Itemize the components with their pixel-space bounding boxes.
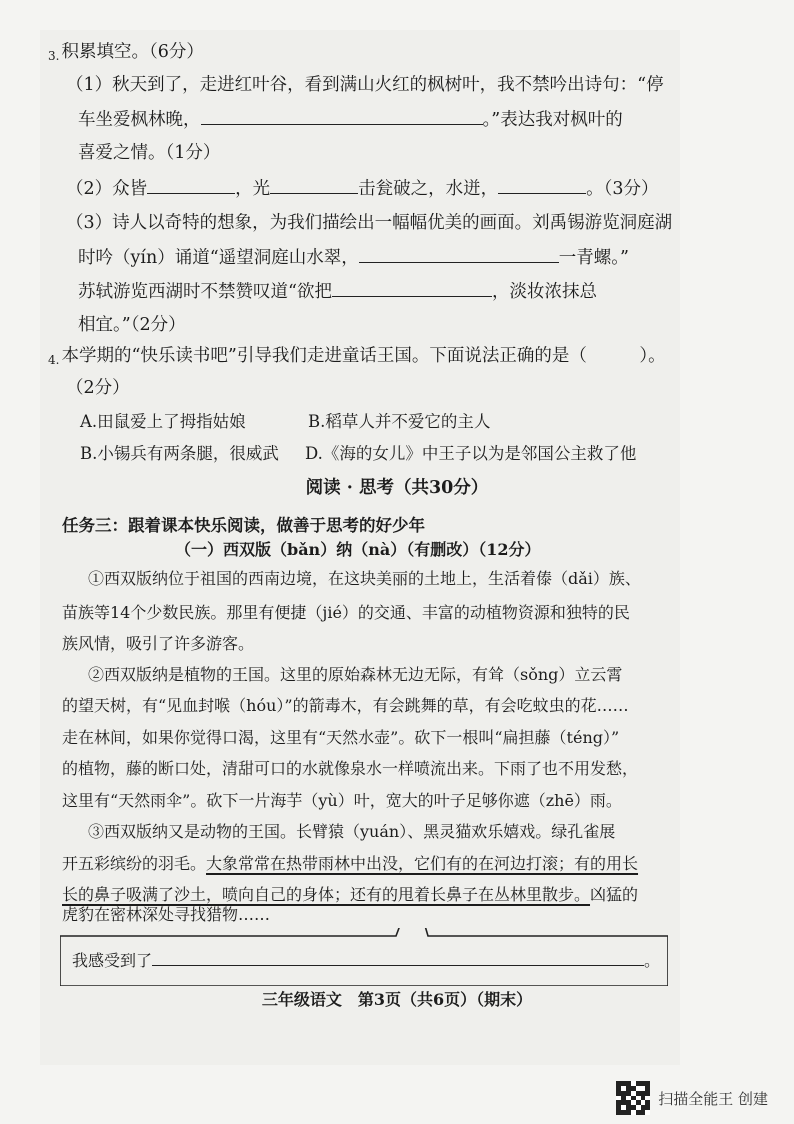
q3-blank-3[interactable]	[270, 176, 358, 194]
q4-option-d[interactable]: D.《海的女儿》中王子以为是邻国公主救了他	[305, 444, 637, 463]
para1-line2: 苗族等14个少数民族。那里有便捷（jié）的交通、丰富的动植物资源和独特的民	[62, 603, 630, 622]
q3-blank-2[interactable]	[147, 176, 235, 194]
scanner-watermark	[616, 1081, 768, 1115]
task3-title: 任务三：跟着课本快乐阅读，做善于思考的好少年	[62, 516, 425, 535]
q4-option-a[interactable]: A.田鼠爱上了拇指姑娘	[80, 412, 246, 431]
q4-option-c[interactable]: B.小锡兵有两条腿，很威武	[80, 444, 279, 463]
q3-blank-5[interactable]	[359, 245, 559, 263]
q3-blank-4[interactable]	[498, 176, 586, 194]
q3-p2: （2）众皆 ，光 击瓮破之，水迸， 。（3分）	[66, 176, 659, 201]
page-footer: 三年级语文 第3页（共6页）（期末）	[261, 990, 533, 1009]
q3-p1-line1: （1）秋天到了，走进红叶谷，看到满山火红的枫树叶，我不禁吟出诗句：“停	[66, 75, 664, 95]
para2-line5: 这里有“天然雨伞”。砍下一片海芋（yù）叶，宽大的叶子足够你遮（zhē）雨。	[62, 791, 622, 810]
watermark-text: 扫描全能王 创建	[658, 1089, 768, 1108]
para3-line4: 虎豹在密林深处寻找猎物……	[62, 905, 271, 924]
q4-option-b[interactable]: B.稻草人并不爱它的主人	[308, 412, 491, 431]
underlined-sentence-part2: 长的鼻子吸满了沙土，喷向自己的身体；还有的甩着长鼻子在丛林里散步。	[62, 885, 591, 904]
para2-line4: 的植物，藤的断口处，清甜可口的水就像泉水一样喷流出来。下雨了也不用发愁，	[62, 759, 639, 778]
q3-blank-6[interactable]	[332, 279, 492, 297]
para1-line1: ①西双版纳位于祖国的西南边境，在这块美丽的土地上，生活着傣（dǎi）族、	[88, 569, 641, 588]
q3-blank-1[interactable]	[201, 107, 483, 125]
para3-line2: 开五彩缤纷的羽毛。大象常常在热带雨林中出没，它们有的在河边打滚；有的用长	[62, 854, 639, 873]
q3-title: 3. 积累填空。（6分）	[48, 42, 204, 63]
q3-p3-line3: 苏轼游览西湖时不禁赞叹道“欲把 ，淡妆浓抹总	[78, 279, 597, 304]
q4-stem: 4. 本学期的“快乐读书吧”引导我们走进童话王国。下面说法正确的是（ ）。	[48, 346, 666, 367]
passage-title: （一）西双版（bǎn）纳（nà）（有删改）（12分）	[175, 540, 541, 559]
para3-line1: ③西双版纳又是动物的王国。长臂猿（yuán）、黑灵猫欢乐嬉戏。绿孔雀展	[88, 822, 616, 841]
q3-p3-line2: 时吟（yín）诵道“遥望洞庭山水翠， 一青螺。”	[78, 245, 629, 270]
answer-box	[60, 928, 668, 986]
q3-p1-line2: 车坐爱枫林晚， 。”表达我对枫叶的	[78, 107, 623, 132]
para2-line3: 走在林间，如果你觉得口渴，这里有“天然水壶”。砍下一根叫“扁担藤（téng）”	[62, 728, 620, 747]
para2-line2: 的望天树，有“见血封喉（hóu）”的箭毒木，有会跳舞的草，有会吃蚊虫的花……	[62, 696, 629, 715]
section-title: 阅读 · 思考（共30分）	[305, 478, 489, 498]
answer-blank[interactable]	[152, 948, 644, 966]
para3-line3: 长的鼻子吸满了沙土，喷向自己的身体；还有的甩着长鼻子在丛林里散步。凶猛的	[62, 885, 639, 904]
q3-p1-line3: 喜爱之情。（1分）	[78, 143, 221, 163]
answer-line: 我感受到了 。	[72, 948, 660, 973]
para2-line1: ②西双版纳是植物的王国。这里的原始森林无边无际，有耸（sǒng）立云霄	[88, 665, 623, 684]
q4-score: （2分）	[66, 378, 130, 398]
q3-p3-line4: 相宜。”（2分）	[78, 315, 186, 335]
underlined-sentence-part1: 大象常常在热带雨林中出没，它们有的在河边打滚；有的用长	[206, 854, 639, 873]
qr-code-icon	[616, 1081, 650, 1115]
para1-line3: 族风情，吸引了许多游客。	[62, 634, 255, 653]
q3-p3-line1: （3）诗人以奇特的想象，为我们描绘出一幅幅优美的画面。刘禹锡游览洞庭湖	[66, 213, 673, 233]
